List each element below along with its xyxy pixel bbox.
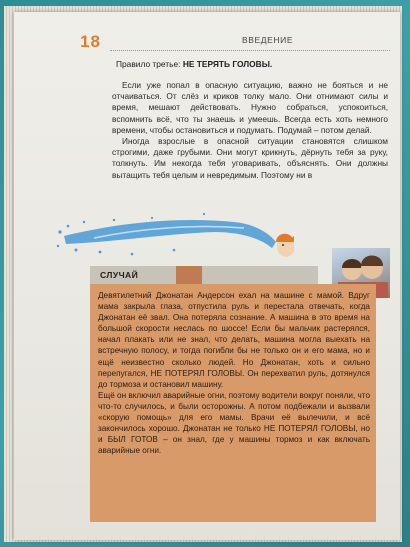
paragraph: Иногда взрослые в опасной ситуации становятся слишком строгими, даже грубыми. Они могут крикнуть, дёрнуть тебя за руку, толкнуть. Им некогда тебя уговаривать, объяснять. Они должны вытащить тебя целым и невредимым. Поэтому ни в [112, 136, 388, 180]
rule-emphasis: НЕ ТЕРЯТЬ ГОЛОВЫ. [182, 59, 273, 69]
rule-prefix: Правило третье: [116, 59, 183, 69]
section-title: ВВЕДЕНИЕ [242, 35, 294, 45]
case-header-accent [176, 266, 202, 284]
case-paragraph: Девятилетний Джонатан Андерсон ехал на машине с мамой. Вдруг мама закрыла глаза, отпустила руль и перестала отвечать, когда Джонатан её звал. Она потеряла сознание. А машина в это время на большой скорости неслась по шоссе! Если бы мальчик растерялся, начал плакать или не знал, что делать, машина могла выехать на встречную полосу, и тогда погибли бы не только он и его мама, но и ещё неизвестно сколько людей. Но Джонатан, хоть и сильно перепугался, НЕ ПОТЕРЯЛ ГОЛОВЫ. Он перехватил руль, дотянулся до тормоза и остановил машину. [98, 291, 370, 389]
case-label: СЛУЧАЙ [100, 270, 139, 280]
case-paragraph: Ещё он включил аварийные огни, поэтому водители вокруг поняли, что что-то случилось, и были осторожны. А потом подбежали и вызвали «скорую помощь» для его мамы. Врачи её вылечили, и всё закончилось хорошо. Джонатан не только НЕ ПОТЕРЯЛ ГОЛОВЫ, но и БЫЛ ГОТОВ – он знал, где у машины тормоз и как включать аварийные огни. [98, 390, 370, 456]
paragraph: Если уже попал в опасную ситуацию, важно не бояться и не отчаиваться. От слёз и криков толку мало. Они отнимают силы и время, мешают действовать. Нужно собраться, успокоиться, вспомнить всё, что ты знаешь и умеешь. Всегда есть хоть немного времени, чтобы остановиться и подумать. Подумай – потом делай. [112, 80, 388, 135]
header-divider [110, 50, 390, 51]
rule-heading [116, 59, 272, 69]
case-text [98, 290, 370, 456]
page-number: 18 [80, 32, 101, 51]
case-header [90, 266, 318, 284]
water-splash-illustration [54, 202, 294, 272]
girl-figure [276, 232, 294, 257]
main-text [112, 80, 388, 181]
